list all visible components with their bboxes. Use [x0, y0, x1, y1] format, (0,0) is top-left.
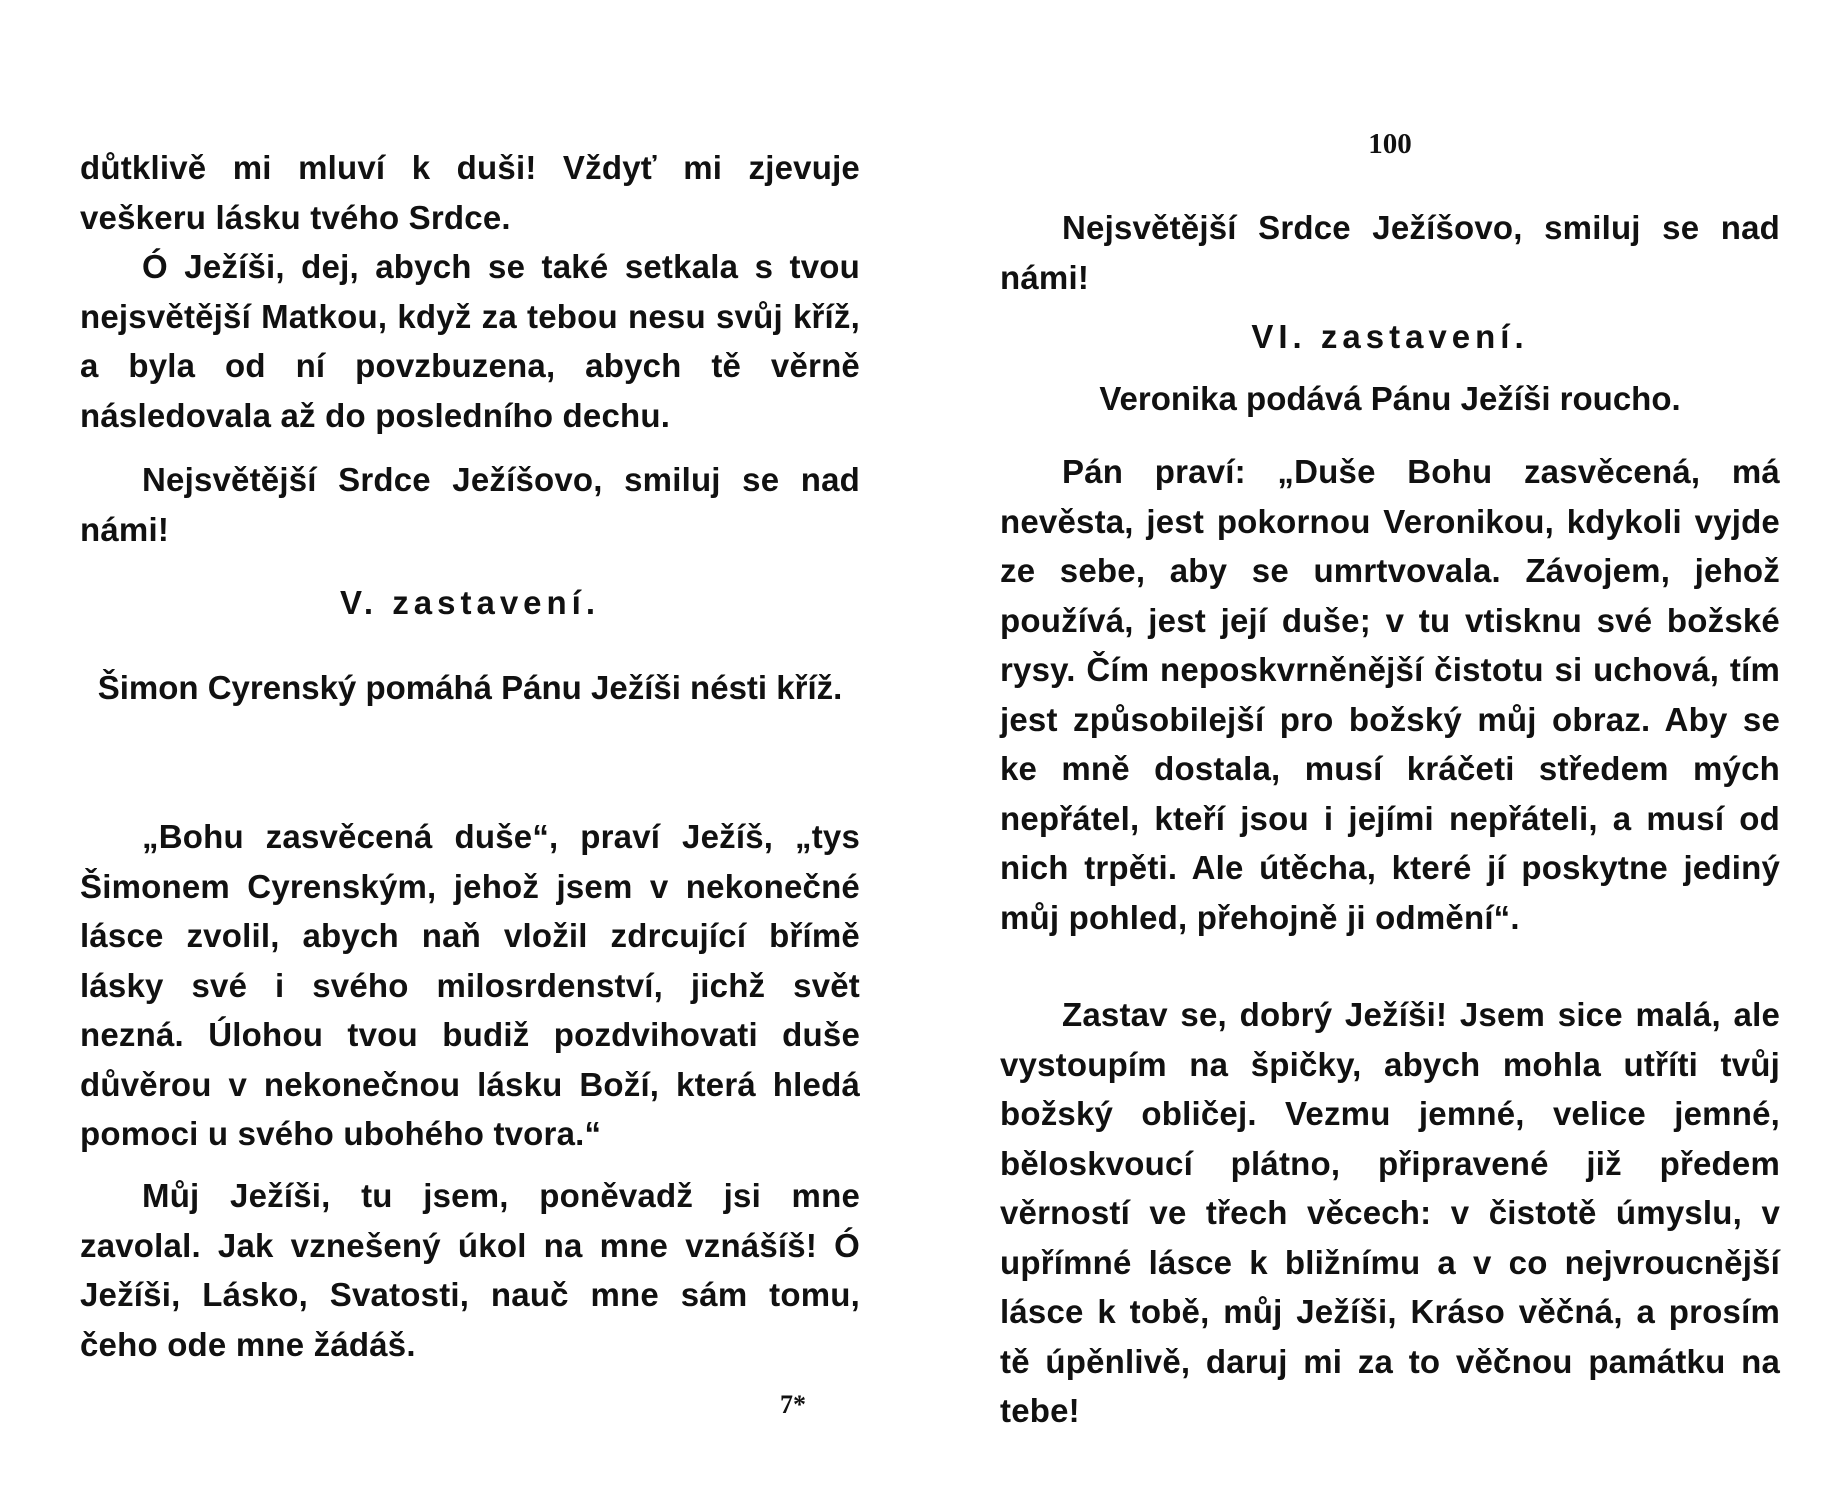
right-paragraph-body-1: Pán praví: „Duše Bohu zasvěcená, má nevěsta, jest pokornou Veronikou, kdykoli vyjde ze sebe, aby se umrtvovala. Závojem, jehož používá, jest její duše; v tu vtisknu své božské rysy. Čím neposkvrněnější čistotu si uchová, tím jest způsobilejší pro božský můj obraz. Aby se ke mně dostala, musí kráčeti středem mých nepřátel, kteří jsou i jejími nepřáteli, a musí od nich trpěti. Ale útěcha, které jí poskytne jediný můj pohled, přehojně ji odmění“.: [1000, 453, 1780, 936]
station-heading: V. zastavení.: [339, 584, 601, 621]
left-paragraph-body-2: Můj Ježíši, tu jsem, poněvadž jsi mne zavolal. Jak vznešený úkol na mne vznášíš! Ó Ježíši, Lásko, Svatosti, nauč mne sám tomu, čeho ode mne žádáš.: [80, 1177, 860, 1363]
right-paragraph-body-2: Zastav se, dobrý Ježíši! Jsem sice malá, ale vystoupím na špičky, abych mohla utříti tvůj božský obličej. Vezmu jemné, velice jemné, běloskvoucí plátno, připravené již předem věrností ve třech věcech: v čistotě úmyslu, v upřímné lásce k bližnímu a v co nejvroucnější lásce k tobě, můj Ježíši, Kráso věčná, a prosím tě úpěnlivě, daruj mi za to věčnou památku na tebe!: [1000, 996, 1780, 1429]
left-paragraph-continuation: důtklivě mi mluví k duši! Vždyť mi zjevuje veškeru lásku tvého Srdce.: [80, 149, 860, 236]
station-heading: VI. zastavení.: [1251, 318, 1529, 355]
right-paragraph-invocation: Nejsvětější Srdce Ježíšovo, smiluj se nad námi!: [1000, 209, 1780, 296]
station-title: Šimon Cyrenský pomáhá Pánu Ježíši nésti kříž.: [97, 669, 843, 706]
left-paragraph-prayer: Ó Ježíši, dej, abych se také setkala s tvou nejsvětější Matkou, když za tebou nesu svůj kříž, a byla od ní povzbuzena, abych tě věrně následovala až do posledního dechu.: [80, 248, 860, 434]
signature-mark: 7*: [780, 1390, 806, 1419]
page-number: 100: [1368, 128, 1412, 160]
station-title: Veronika podává Pánu Ježíši roucho.: [1099, 380, 1681, 417]
left-paragraph-invocation: Nejsvětější Srdce Ježíšovo, smiluj se nad námi!: [80, 461, 860, 548]
left-paragraph-body-1: „Bohu zasvěcená duše“, praví Ježíš, „tys Šimonem Cyrenským, jehož jsem v nekonečné lásce zvolil, abych naň vložil zdrcující břímě lásky své i svého milosrdenství, jichž svět nezná. Úlohou tvou budiž pozdvihovati duše důvěrou v nekonečnou lásku Boží, která hledá pomoci u svého ubohého tvora.“: [80, 818, 860, 1152]
